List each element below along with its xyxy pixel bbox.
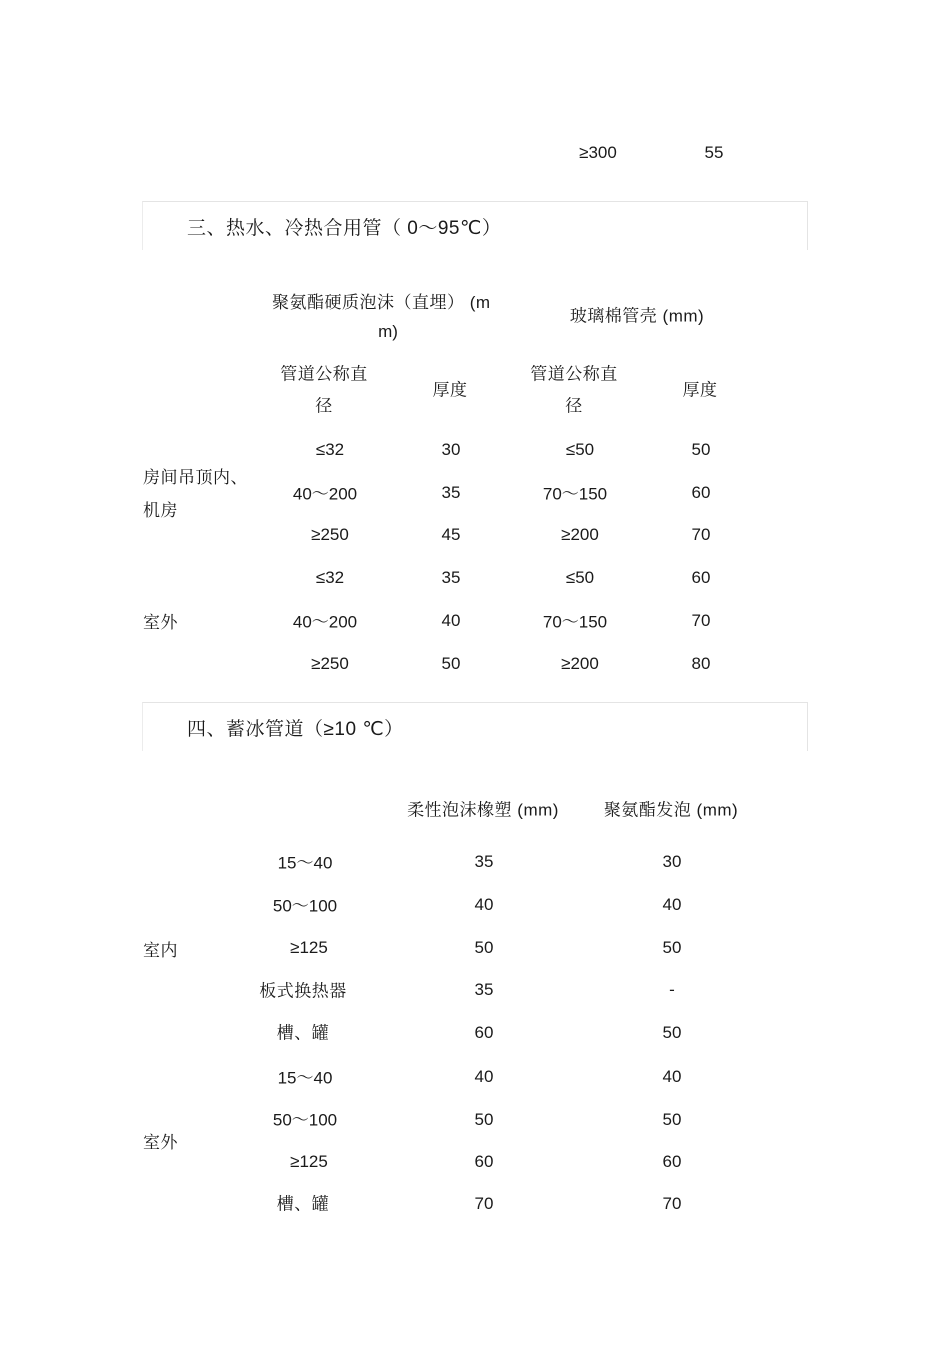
- glass-dia-header-line1: 管道公称直: [530, 364, 618, 384]
- cell: 15～40: [277, 1068, 333, 1088]
- section4-heading-box: [142, 702, 808, 751]
- outdoor-label-s4: 室外: [143, 1133, 178, 1152]
- section3-heading-box: [142, 201, 808, 250]
- cell: 50～100: [272, 896, 338, 916]
- pu-foam-header: 聚氨酯发泡 (mm): [603, 800, 739, 820]
- glass-header: 玻璃棉管壳 (mm): [569, 306, 705, 326]
- cell: ≥125: [290, 938, 328, 957]
- pu-thick-header: 厚度: [432, 380, 468, 400]
- pu-header-line2: m): [378, 322, 398, 341]
- cell: 40: [662, 1067, 682, 1086]
- cell: 70～150: [542, 612, 608, 632]
- cell: 70: [691, 611, 711, 630]
- section3-heading: 三、热水、冷热合用管（ 0～95℃）: [187, 218, 502, 239]
- cell: 50: [474, 1110, 494, 1129]
- cell: 60: [474, 1152, 494, 1171]
- cell: 50: [662, 1023, 682, 1042]
- cell: 50: [474, 938, 494, 957]
- indoor-label: 室内: [143, 941, 178, 960]
- cell: 35: [474, 852, 494, 871]
- cell: 45: [441, 525, 461, 544]
- cell: -: [669, 980, 675, 999]
- cell: ≤50: [565, 440, 595, 459]
- cell: 60: [691, 568, 711, 587]
- cell: 15～40: [277, 853, 333, 873]
- cell: 40～200: [292, 612, 358, 632]
- cell: 40～200: [292, 484, 358, 504]
- cell: 70: [691, 525, 711, 544]
- pu-dia-header-line1: 管道公称直: [280, 364, 368, 384]
- glass-thick-header: 厚度: [682, 380, 718, 400]
- cell: 60: [691, 483, 711, 502]
- room-label-line1: 房间吊顶内、: [143, 468, 248, 487]
- cell: 30: [441, 440, 461, 459]
- pu-dia-header-line2: 径: [315, 396, 333, 416]
- cell: 80: [691, 654, 711, 673]
- cell: ≤32: [315, 568, 345, 587]
- flex-foam-header: 柔性泡沫橡塑 (mm): [407, 800, 559, 820]
- top-row-thickness: 55: [704, 143, 724, 162]
- cell: 40: [474, 1067, 494, 1086]
- cell: ≥200: [561, 654, 599, 673]
- cell: 50: [441, 654, 461, 673]
- cell: 40: [441, 611, 461, 630]
- cell: 槽、罐: [276, 1023, 330, 1043]
- cell: 50: [662, 1110, 682, 1129]
- cell: 槽、罐: [276, 1194, 330, 1214]
- cell: 40: [474, 895, 494, 914]
- cell: 60: [474, 1023, 494, 1042]
- outdoor-label-s3: 室外: [143, 613, 178, 632]
- section4-heading: 四、蓄冰管道（≥10 ℃）: [187, 719, 404, 740]
- cell: ≥125: [290, 1152, 328, 1171]
- cell: 70: [474, 1194, 494, 1213]
- cell: 35: [441, 483, 461, 502]
- cell: 30: [662, 852, 682, 871]
- cell: 35: [474, 980, 494, 999]
- cell: ≤50: [565, 568, 595, 587]
- top-row-size: ≥300: [579, 143, 617, 162]
- cell: ≥200: [561, 525, 599, 544]
- glass-dia-header-line2: 径: [565, 396, 583, 416]
- cell: 70: [662, 1194, 682, 1213]
- cell: 40: [662, 895, 682, 914]
- cell: 35: [441, 568, 461, 587]
- room-label-line2: 机房: [143, 501, 178, 520]
- cell: ≤32: [315, 440, 345, 459]
- cell: ≥250: [311, 525, 349, 544]
- cell: 70～150: [542, 484, 608, 504]
- pu-header-line1: 聚氨酯硬质泡沫（直埋） (m: [272, 293, 491, 312]
- cell: 50～100: [272, 1110, 338, 1130]
- cell: 50: [691, 440, 711, 459]
- cell: 50: [662, 938, 682, 957]
- cell: 60: [662, 1152, 682, 1171]
- cell: ≥250: [311, 654, 349, 673]
- cell: 板式换热器: [259, 981, 347, 1001]
